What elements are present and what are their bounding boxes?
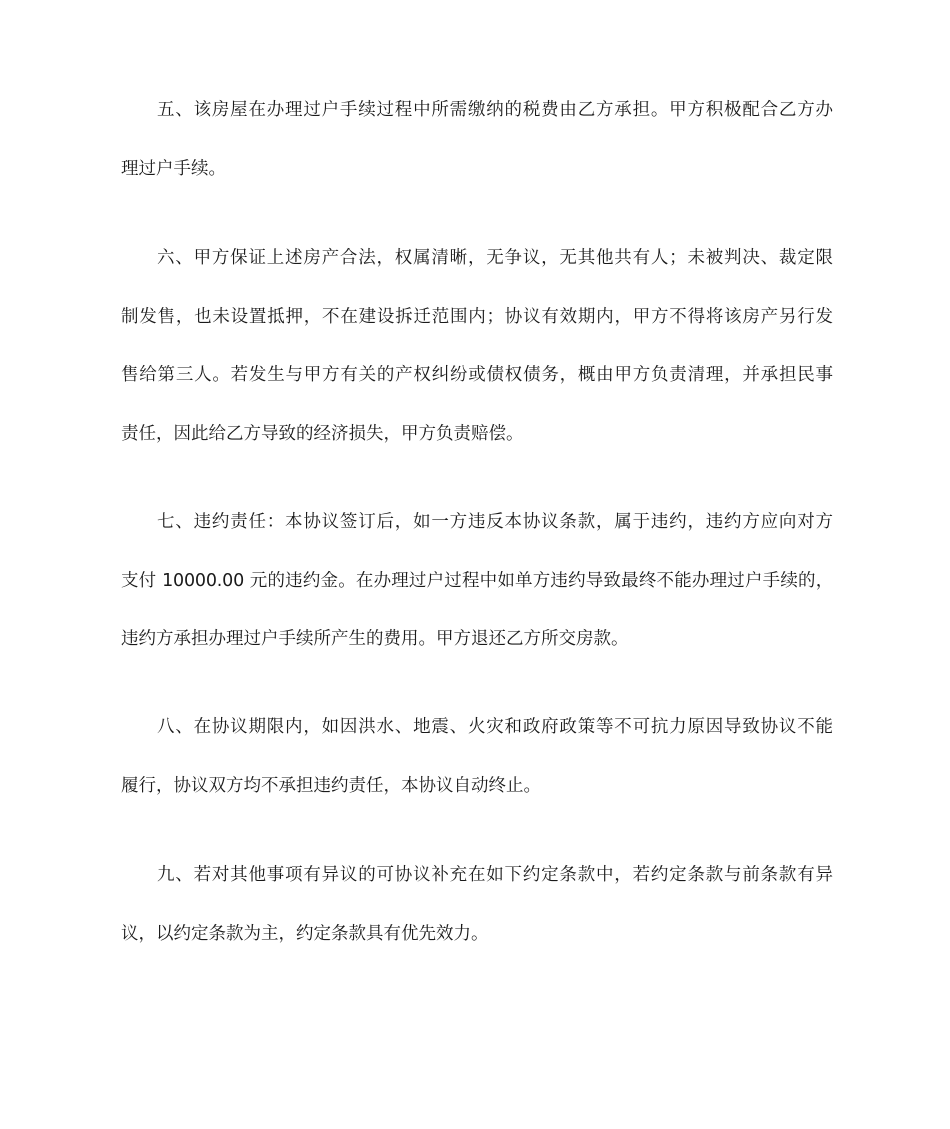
clause-line: 六、甲方保证上述房产合法，权属清晰，无争议，无其他共有人；未被判决、裁定限	[157, 248, 833, 268]
clause-line: 售给第三人。若发生与甲方有关的产权纠纷或债权债务，概由甲方负责清理，并承担民事	[121, 365, 833, 386]
clause-line: 履行，协议双方均不承担违约责任，本协议自动终止。	[121, 775, 541, 796]
clause-line: 议，以约定条款为主，约定条款具有优先效力。	[121, 923, 489, 944]
clause-line: 五、该房屋在办理过户手续过程中所需缴纳的税费由乙方承担。甲方积极配合乙方办	[157, 100, 833, 120]
clause-6	[121, 229, 833, 464]
clause-line: 制发售，也未设置抵押，不在建设拆迁范围内；协议有效期内，甲方不得将该房产另行发	[121, 306, 833, 327]
clause-line: 支付 10000.00 元的违约金。在办理过户过程中如单方违约导致最终不能办理过户手续的，	[121, 570, 833, 591]
clause-line: 九、若对其他事项有异议的可协议补充在如下约定条款中，若约定条款与前条款有异	[157, 865, 833, 885]
clause-5	[121, 81, 833, 198]
clause-line: 八、在协议期限内，如因洪水、地震、火灾和政府政策等不可抗力原因导致协议不能	[157, 717, 833, 737]
clause-7	[121, 493, 833, 669]
clause-line: 违约方承担办理过户手续所产生的费用。甲方退还乙方所交房款。	[121, 629, 629, 650]
clause-line: 七、违约责任：本协议签订后，如一方违反本协议条款，属于违约，违约方应向对方	[157, 512, 833, 532]
clause-line: 责任，因此给乙方导致的经济损失，甲方负责赔偿。	[121, 424, 524, 445]
clause-8	[121, 698, 833, 815]
clause-9	[121, 846, 833, 963]
clause-line: 理过户手续。	[121, 158, 226, 179]
